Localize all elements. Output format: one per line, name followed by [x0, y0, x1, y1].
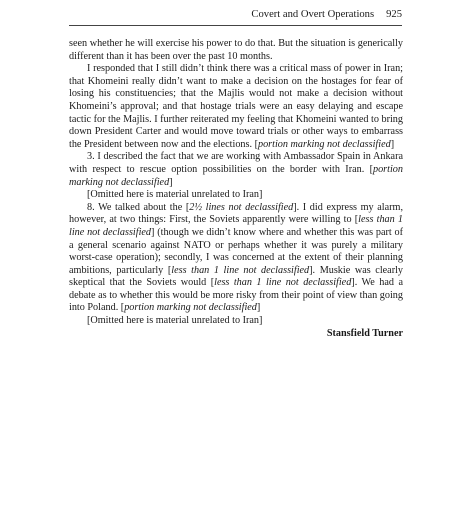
paragraph: [69, 38, 403, 63]
paragraph: [69, 63, 403, 151]
text-segment: 8. We talked about the [: [87, 201, 190, 213]
redaction-note: 2½ lines not declassified: [189, 201, 294, 213]
paragraph: [69, 202, 403, 315]
text-segment: I responded that I still didn’t think there was a critical mass of power in Iran; that Khomeini really didn’t want to make a decision on the hostages for fear of losing his constituencies; that the Majlis would not make a decision without Khomeini’s approval; and that hostage trials were an easy delaying and escape tactic for the Majlis. I further reiterated my feeling that Khomeini wanted to bring down President Carter and would move toward trials or other ways to embarrass the President between now and the elections. [: [69, 63, 403, 150]
header-rule: [69, 25, 402, 26]
paragraph: [69, 151, 403, 189]
redaction-note: portion marking not declassified: [257, 138, 391, 150]
redaction-note: less than 1 line not declassified: [214, 277, 352, 289]
signature: Stansfield Turner: [326, 327, 403, 339]
text-segment: ]. We had a debate as to whether this would be more risky from their point of view than going into Poland. [: [69, 277, 403, 314]
text-segment: ]: [256, 302, 261, 314]
omission-note: [69, 315, 403, 328]
text-segment: ] (though we didn’t know where and whether this was part of a general scenario against NATO or perhaps whether it was purely a military worst-case operation); secondly, I was concerned at the extent of their planning ambitions, particularly [: [69, 226, 403, 276]
text-segment: ]: [169, 176, 173, 188]
text-segment: 3. I described the fact that we are working with Ambassador Spain in Ankara with respect to rescue option possibilities on the border with Iran. [: [69, 151, 403, 175]
section-title: Covert and Overt Operations: [251, 9, 375, 20]
redaction-note: less than 1 line not declassified: [171, 264, 310, 276]
redaction-note: portion marking not declassified: [69, 163, 403, 188]
page-number: 925: [386, 9, 402, 20]
text-segment: seen whether he will exercise his power to do that. But the situation is generically different than it has been over the past 10 months.: [69, 38, 403, 62]
redaction-note: less than 1 line not declassified: [69, 214, 403, 238]
running-head: [251, 9, 402, 20]
body-text: [69, 38, 403, 340]
omission-note: [69, 189, 403, 202]
text-segment: ]. I did express my alarm, however, at two things: First, the Soviets apparently were willing to [: [69, 201, 404, 226]
text-segment: [Omitted here is material unrelated to Iran]: [87, 189, 263, 201]
text-segment: ]. Muskie was clearly skeptical that the Soviets would [: [69, 264, 404, 289]
redaction-note: portion marking not declassified: [124, 302, 257, 314]
text-segment: ]: [390, 138, 395, 150]
text-segment: [Omitted here is material unrelated to Iran]: [87, 315, 263, 327]
